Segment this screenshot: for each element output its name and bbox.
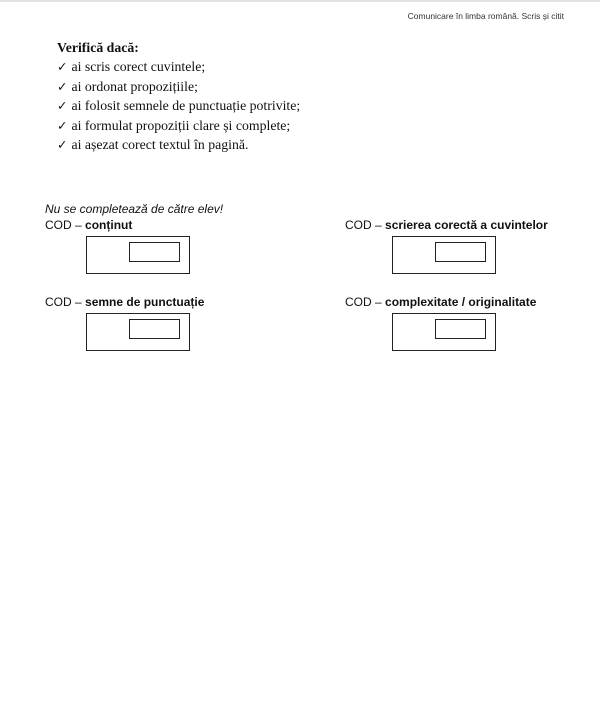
code-label-punctuation xyxy=(45,295,204,309)
checklist-item-text: ai scris corect cuvintele; xyxy=(71,59,206,74)
checklist-item-text: ai ordonat propozițiile; xyxy=(71,78,198,94)
checklist-item xyxy=(57,116,300,136)
code-name: conținut xyxy=(85,218,133,232)
check-mark-icon: ✓ xyxy=(57,137,68,152)
checklist-item xyxy=(57,135,300,155)
code-name: complexitate / originalitate xyxy=(385,295,537,309)
checklist-item xyxy=(57,77,300,97)
score-box-complexity[interactable] xyxy=(392,313,496,351)
checklist-item-text: ai folosit semnele de punctuație potrivite; xyxy=(71,98,301,113)
check-mark-icon: ✓ xyxy=(57,59,68,74)
score-field-complexity[interactable] xyxy=(435,319,486,339)
checklist-item xyxy=(57,57,300,77)
checklist-item-text: ai așezat corect textul în pagină. xyxy=(71,137,249,152)
code-prefix: COD – xyxy=(345,295,382,309)
code-label-spelling xyxy=(345,218,548,232)
code-name: semne de punctuație xyxy=(85,295,205,309)
score-box-spelling[interactable] xyxy=(392,236,496,274)
self-check-list xyxy=(57,38,300,155)
code-label-complexity xyxy=(345,295,536,309)
score-field-punctuation[interactable] xyxy=(129,319,180,339)
score-field-content[interactable] xyxy=(129,242,180,262)
code-name: scrierea corectă a cuvintelor xyxy=(385,218,548,232)
page-header: Comunicare în limba română. Scris și citit xyxy=(407,11,564,21)
score-field-spelling[interactable] xyxy=(435,242,486,262)
code-prefix: COD – xyxy=(45,218,82,232)
check-mark-icon: ✓ xyxy=(57,78,68,94)
checklist-item-text: ai formulat propoziții clare și complete; xyxy=(71,117,291,133)
score-box-content[interactable] xyxy=(86,236,190,274)
score-box-punctuation[interactable] xyxy=(86,313,190,351)
checklist-item xyxy=(57,96,300,116)
top-divider xyxy=(0,0,600,2)
code-label-content xyxy=(45,218,132,232)
checklist-title: Verifică dacă: xyxy=(57,40,139,55)
teacher-only-note: Nu se completează de către elev! xyxy=(45,202,224,216)
check-mark-icon: ✓ xyxy=(57,98,68,113)
code-prefix: COD – xyxy=(345,218,382,232)
check-mark-icon: ✓ xyxy=(57,117,68,133)
code-prefix: COD – xyxy=(45,295,82,309)
